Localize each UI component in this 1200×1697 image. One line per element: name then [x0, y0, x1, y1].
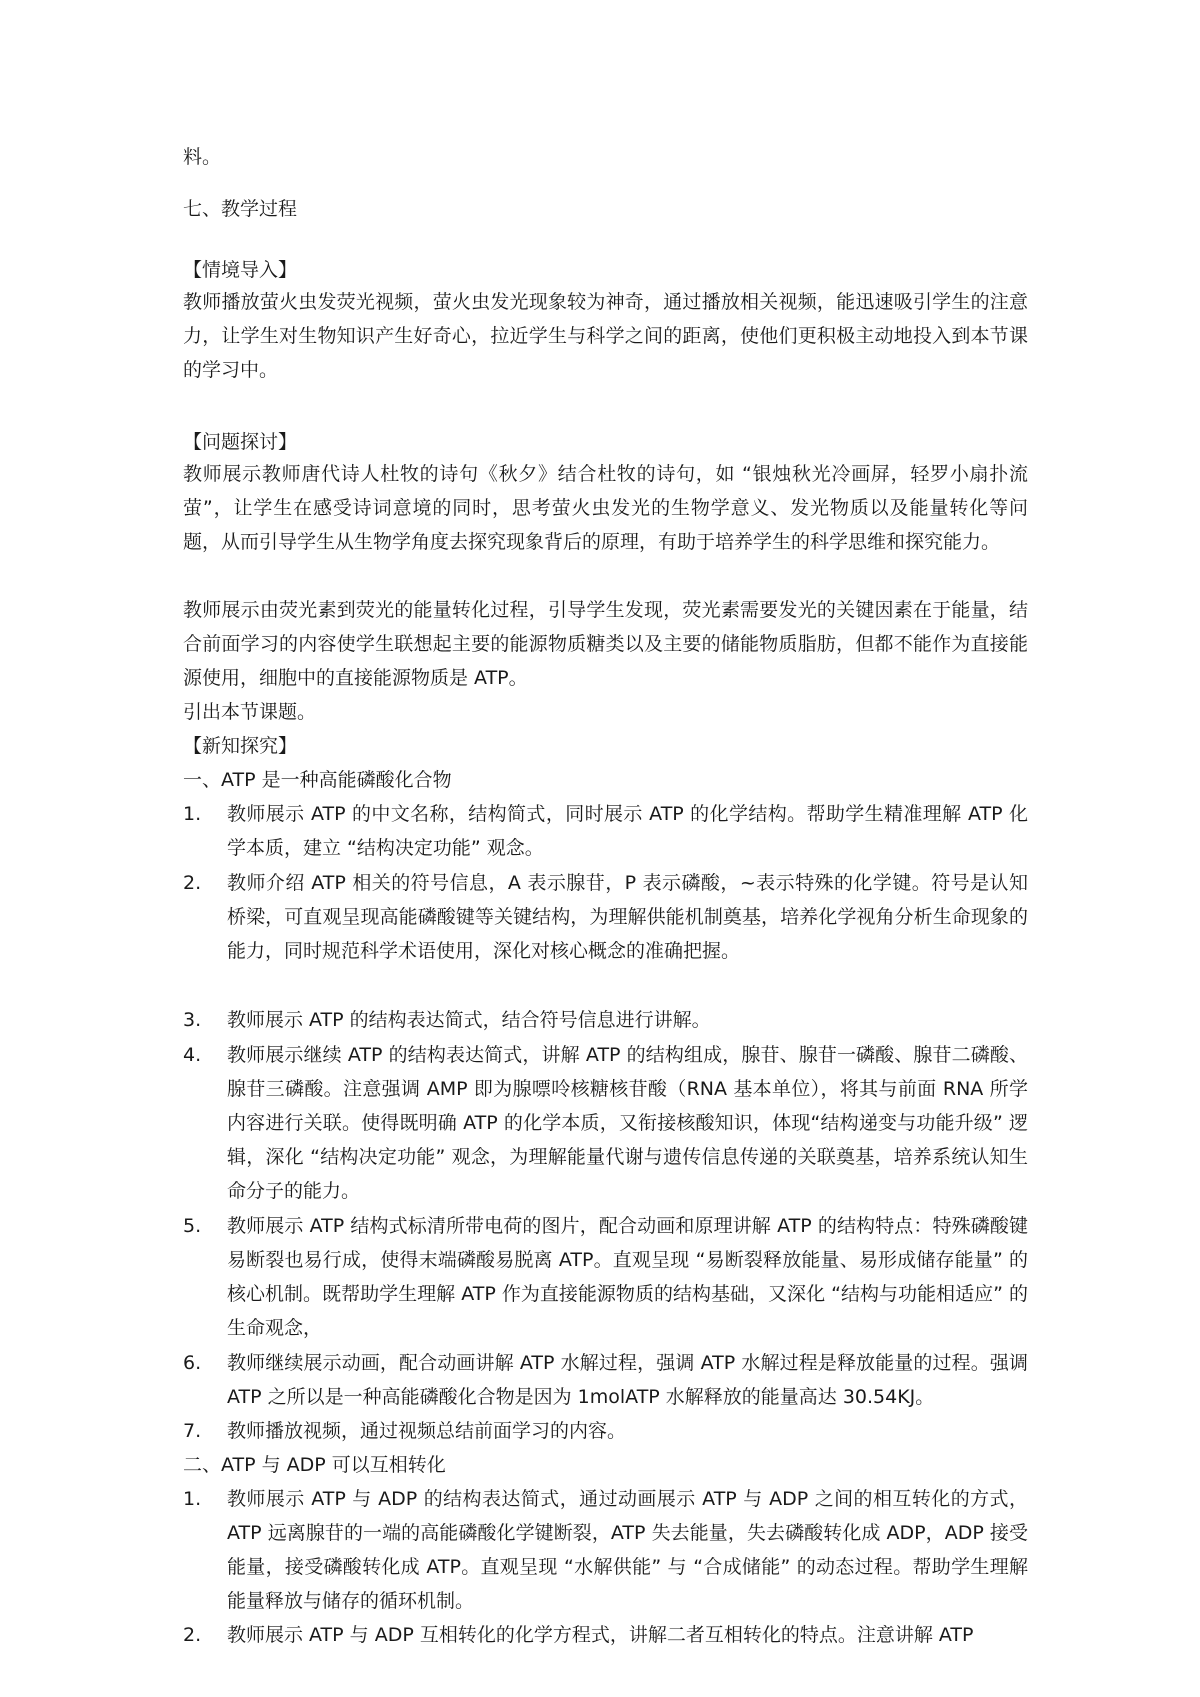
list-item-number: 5. — [183, 1215, 202, 1237]
list-item — [183, 797, 1028, 865]
subheading-problem-discussion: 【问题探讨】 — [183, 431, 298, 453]
list-item-text: 教师展示 ATP 的结构表达简式，结合符号信息进行讲解。 — [227, 1009, 711, 1031]
list-item-number: 2. — [183, 1624, 202, 1646]
list-item — [183, 1003, 1028, 1037]
list-item-text: 教师展示 ATP 与 ADP 互相转化的化学方程式，讲解二者互相转化的特点。注意讲解 ATP — [227, 1624, 974, 1646]
list-item-number: 1. — [183, 803, 202, 825]
list-item-text: 教师继续展示动画，配合动画讲解 ATP 水解过程，强调 ATP 水解过程是释放能量的过程。强调 ATP 之所以是一种高能磷酸化合物是因为 1molATP 水解释放的能量高达 30.54KJ。 — [227, 1352, 1028, 1408]
list-item-text: 教师展示 ATP 的中文名称，结构简式，同时展示 ATP 的化学结构。帮助学生精准理解 ATP 化学本质，建立 “结构决定功能” 观念。 — [227, 803, 1028, 859]
list-item-number: 4. — [183, 1044, 202, 1066]
paragraph-topic-lead: 引出本节课题。 — [183, 701, 317, 723]
section-heading-teaching-process: 七、教学过程 — [183, 198, 298, 220]
continuation-text: 料。 — [183, 146, 222, 168]
list-item-number: 6. — [183, 1352, 202, 1374]
list-item-text: 教师展示 ATP 结构式标清所带电荷的图片，配合动画和原理讲解 ATP 的结构特点：特殊磷酸键易断裂也易行成，使得末端磷酸易脱离 ATP。直观呈现 “易断裂释放能量、易形成储存能量” 的核心机制。既帮助学生理解 ATP 作为直接能源物质的结构基础，又深化 “结构与功能相适应” 的生命观念， — [227, 1215, 1028, 1339]
list-item-number: 1. — [183, 1488, 202, 1510]
section-heading-atp-compound: 一、ATP 是一种高能磷酸化合物 — [183, 769, 452, 791]
list-item-number: 7. — [183, 1420, 202, 1442]
subheading-situation-intro: 【情境导入】 — [183, 259, 298, 281]
paragraph-problem-discussion-1: 教师展示教师唐代诗人杜牧的诗句《秋夕》结合杜牧的诗句，如 “银烛秋光冷画屏，轻罗小扇扑流萤”，让学生在感受诗词意境的同时，思考萤火虫发光的生物学意义、发光物质以及能量转化等问题，从而引导学生从生物学角度去探究现象背后的原理，有助于培养学生的科学思维和探究能力。 — [183, 463, 1028, 553]
paragraph-situation-intro: 教师播放萤火虫发荧光视频，萤火虫发光现象较为神奇，通过播放相关视频，能迅速吸引学生的注意力，让学生对生物知识产生好奇心，拉近学生与科学之间的距离，使他们更积极主动地投入到本节课的学习中。 — [183, 291, 1028, 381]
list-item — [183, 1618, 1028, 1652]
list-item-number: 2. — [183, 872, 202, 894]
subheading-new-knowledge: 【新知探究】 — [183, 735, 298, 757]
list-item-text: 教师展示 ATP 与 ADP 的结构表达简式，通过动画展示 ATP 与 ADP 之间的相互转化的方式，ATP 远离腺苷的一端的高能磷酸化学键断裂，ATP 失去能量，失去磷酸转化成 ADP，ADP 接受能量，接受磷酸转化成 ATP。直观呈现 “水解供能” 与 “合成储能” 的动态过程。帮助学生理解能量释放与储存的循环机制。 — [227, 1488, 1028, 1612]
list-item — [183, 1414, 1028, 1448]
list-item — [183, 1038, 1028, 1208]
paragraph-problem-discussion-2: 教师展示由荧光素到荧光的能量转化过程，引导学生发现，荧光素需要发光的关键因素在于能量，结合前面学习的内容使学生联想起主要的能源物质糖类以及主要的储能物质脂肪，但都不能作为直接能源使用，细胞中的直接能源物质是 ATP。 — [183, 599, 1028, 689]
list-item — [183, 1482, 1028, 1618]
list-item — [183, 1209, 1028, 1345]
list-item — [183, 866, 1028, 968]
list-item-number: 3. — [183, 1009, 202, 1031]
list-item — [183, 1346, 1028, 1414]
list-item-text: 教师展示继续 ATP 的结构表达简式，讲解 ATP 的结构组成，腺苷、腺苷一磷酸、腺苷二磷酸、腺苷三磷酸。注意强调 AMP 即为腺嘌呤核糖核苷酸（RNA 基本单位），将其与前面 RNA 所学内容进行关联。使得既明确 ATP 的化学本质，又衔接核酸知识，体现“结构递变与功能升级” 逻辑，深化 “结构决定功能” 观念，为理解能量代谢与遗传信息传递的关联奠基，培养系统认知生命分子的能力。 — [227, 1044, 1028, 1202]
section-heading-atp-adp-conversion: 二、ATP 与 ADP 可以互相转化 — [183, 1454, 446, 1476]
list-item-text: 教师介绍 ATP 相关的符号信息，A 表示腺苷，P 表示磷酸，~表示特殊的化学键。符号是认知桥梁，可直观呈现高能磷酸键等关键结构，为理解供能机制奠基，培养化学视角分析生命现象的能力，同时规范科学术语使用，深化对核心概念的准确把握。 — [227, 872, 1028, 962]
list-item-text: 教师播放视频，通过视频总结前面学习的内容。 — [227, 1420, 627, 1442]
